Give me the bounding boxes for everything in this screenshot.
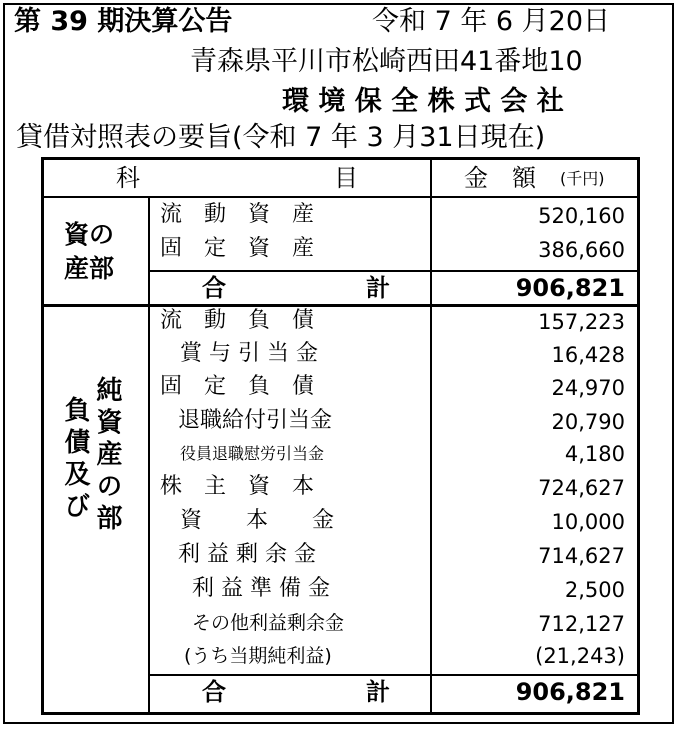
balance-sheet-title: 貸借対照表の要旨(令和 7 年 3 月31日現在) bbox=[16, 122, 546, 153]
liability-row-value: 724,627 bbox=[538, 476, 625, 500]
column-divider-amount bbox=[430, 160, 432, 712]
liability-row-label: (うち当期純利益) bbox=[184, 645, 332, 667]
liability-row-label: 株 主 資 本 bbox=[160, 474, 315, 499]
assets-total-divider bbox=[148, 270, 637, 272]
announcement-title: 第 39 期決算公告 bbox=[14, 6, 233, 37]
col-header-amount: 金 額 bbox=[464, 164, 536, 192]
assets-total-value: 906,821 bbox=[515, 274, 625, 302]
liability-row-label: 賞 与 引 当 金 bbox=[180, 341, 318, 366]
liability-row-label: 固 定 負 債 bbox=[160, 374, 315, 399]
liabilities-total-value: 906,821 bbox=[515, 678, 625, 706]
liability-row-value: 10,000 bbox=[551, 510, 625, 534]
assets-total-label-2: 計 bbox=[366, 274, 390, 302]
liability-row-label: 役員退職慰労引当金 bbox=[180, 444, 325, 463]
liability-row-label: 流 動 負 債 bbox=[160, 308, 315, 333]
liability-row-value: 20,790 bbox=[551, 410, 625, 434]
liability-row-value: 16,428 bbox=[551, 343, 625, 367]
company-address: 青森県平川市松崎西田41番地10 bbox=[190, 46, 583, 77]
section-divider bbox=[44, 304, 637, 307]
liability-row-value: 2,500 bbox=[564, 578, 625, 602]
asset-row-value: 386,660 bbox=[538, 238, 625, 262]
liabilities-section-label-right: 純資産の部 bbox=[92, 376, 122, 536]
liability-row-value: 157,223 bbox=[538, 310, 625, 334]
liability-row-label: 利 益 準 備 金 bbox=[192, 576, 330, 601]
liabilities-section-label-left: 負債及び bbox=[60, 396, 90, 524]
liabilities-total-divider bbox=[148, 674, 637, 676]
liability-row-label: 退職給付引当金 bbox=[178, 408, 333, 433]
header-divider bbox=[44, 196, 637, 198]
assets-total-label-1: 合 bbox=[202, 274, 226, 302]
assets-section-label-line1: 資の bbox=[64, 220, 115, 249]
assets-section-label-line2: 産部 bbox=[64, 254, 115, 283]
announcement-date: 令和 7 年 6 月20日 bbox=[372, 6, 611, 37]
asset-row-value: 520,160 bbox=[538, 204, 625, 228]
liability-row-value: 712,127 bbox=[538, 612, 625, 636]
col-header-subject-1: 科 bbox=[116, 164, 140, 192]
company-name: 環 境 保 全 株 式 会 社 bbox=[282, 86, 564, 117]
liability-row-label: その他利益剰余金 bbox=[192, 612, 345, 634]
liability-row-label: 資 本 金 bbox=[180, 508, 335, 533]
liabilities-total-label-2: 計 bbox=[366, 678, 390, 706]
liabilities-total-label-1: 合 bbox=[202, 678, 226, 706]
liability-row-label: 利 益 剰 余 金 bbox=[178, 542, 316, 567]
column-divider-section bbox=[148, 198, 150, 712]
asset-row-label: 固 定 資 産 bbox=[160, 236, 315, 261]
liability-row-value: 4,180 bbox=[564, 442, 625, 466]
col-header-unit: (千円) bbox=[560, 169, 605, 188]
liability-row-value: 714,627 bbox=[538, 544, 625, 568]
liability-row-value: (21,243) bbox=[535, 644, 625, 668]
col-header-subject-2: 目 bbox=[334, 164, 358, 192]
balance-sheet-table bbox=[41, 157, 640, 715]
asset-row-label: 流 動 資 産 bbox=[160, 202, 315, 227]
liability-row-value: 24,970 bbox=[551, 376, 625, 400]
